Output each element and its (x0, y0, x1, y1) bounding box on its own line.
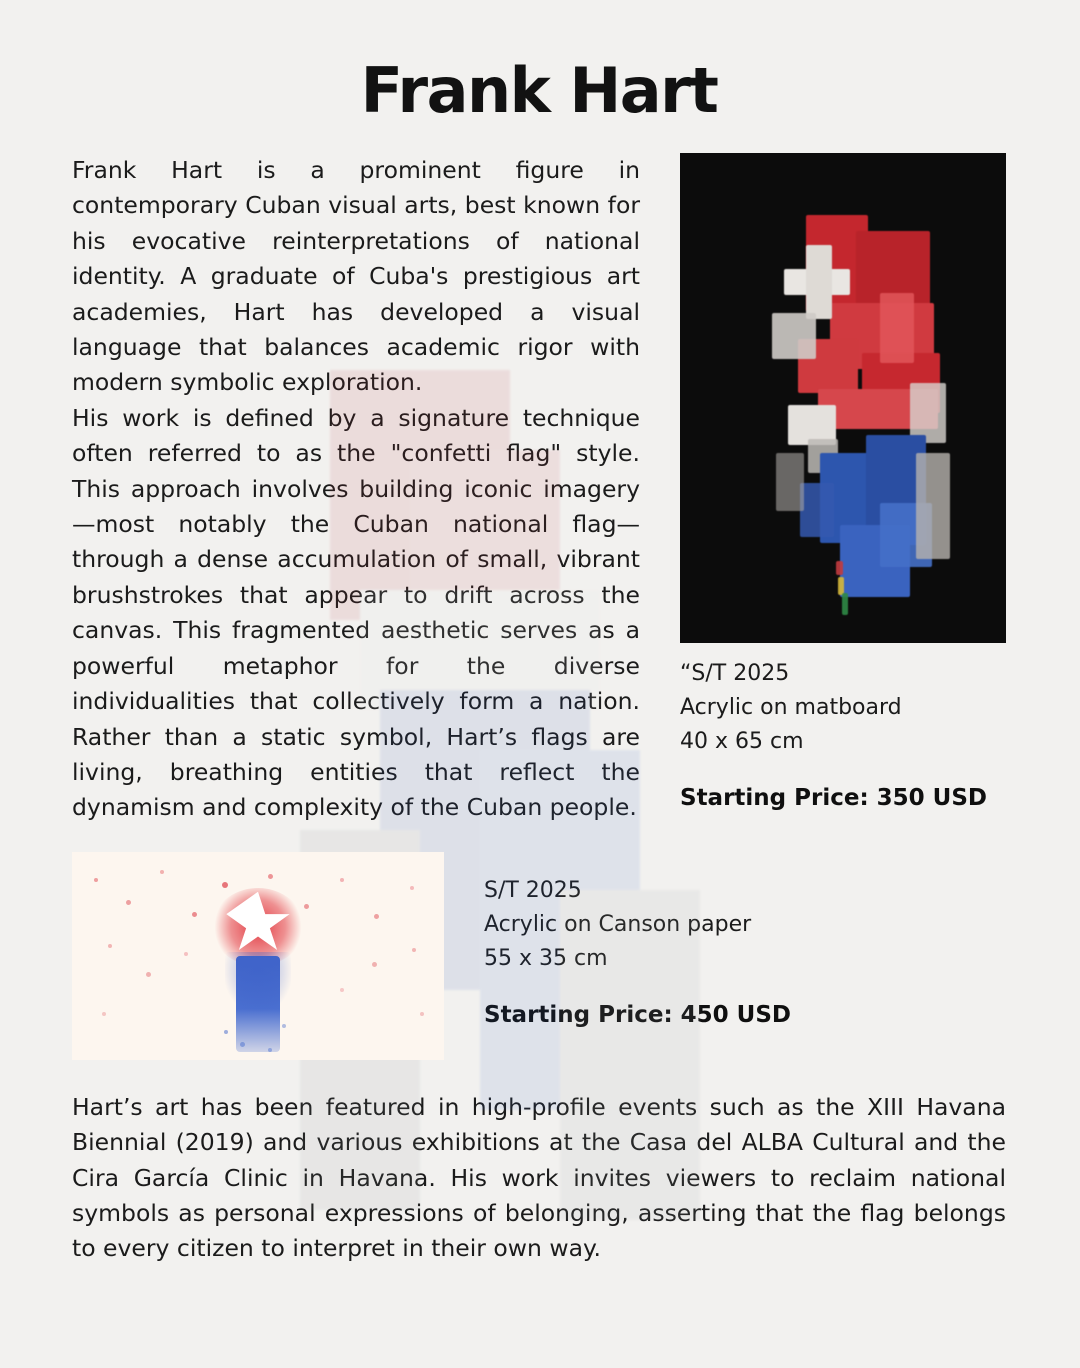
artwork-1-caption (680, 657, 1006, 759)
artwork-2-caption (484, 874, 791, 976)
footer-paragraph: Hart’s art has been featured in high-profile events such as the XIII Havana Biennial (2019) and various exhibitions at the Casa del ALBA Cultural and the Cira García Clinic in Havana. His work invites viewers to reclaim national symbols as personal expressions of belonging, asserting that the flag belongs to every citizen to interpret in their own way. (72, 1092, 1006, 1263)
lower-row (72, 852, 1006, 1060)
artwork-2-caption-block (484, 852, 791, 1028)
artwork-1-title: “S/T 2025 (680, 661, 790, 686)
paragraph-1: Frank Hart is a prominent figure in contemporary Cuban visual arts, best known for his evocative reinterpretations of national identity. A graduate of Cuba's prestigious art academies, Hart has developed a visual language that balances academic rigor with modern symbolic exploration. (72, 156, 640, 397)
artwork-1-image (680, 153, 1006, 643)
left-column (72, 153, 640, 826)
main-columns (72, 153, 1006, 826)
right-column (680, 153, 1006, 811)
artwork-2-medium: Acrylic on Canson paper (484, 911, 752, 937)
artwork-1-medium: Acrylic on matboard (680, 695, 902, 720)
artwork-2-title: S/T 2025 (484, 877, 582, 903)
artwork-1-dimensions: 40 x 65 cm (680, 729, 804, 754)
paragraph-2: His work is defined by a signature technique often referred to as the "confetti flag" style. This approach involves building iconic imagery—most notably the Cuban national flag—through a dense accumulation of small, vibrant brushstrokes that appear to drift across the canvas. This fragmented aesthetic serves as a powerful metaphor for the diverse individualities that collectively form a nation. Rather than a static symbol, Hart’s flags are living, breathing entities that reflect the dynamism and complexity of the Cuban people. (72, 403, 640, 822)
page-title: Frank Hart (360, 54, 718, 127)
artwork-2-dimensions: 55 x 35 cm (484, 945, 608, 971)
artwork-2-image (72, 852, 444, 1060)
artwork-1-price: Starting Price: 350 USD (680, 785, 988, 811)
artwork-2-price: Starting Price: 450 USD (484, 1001, 792, 1028)
